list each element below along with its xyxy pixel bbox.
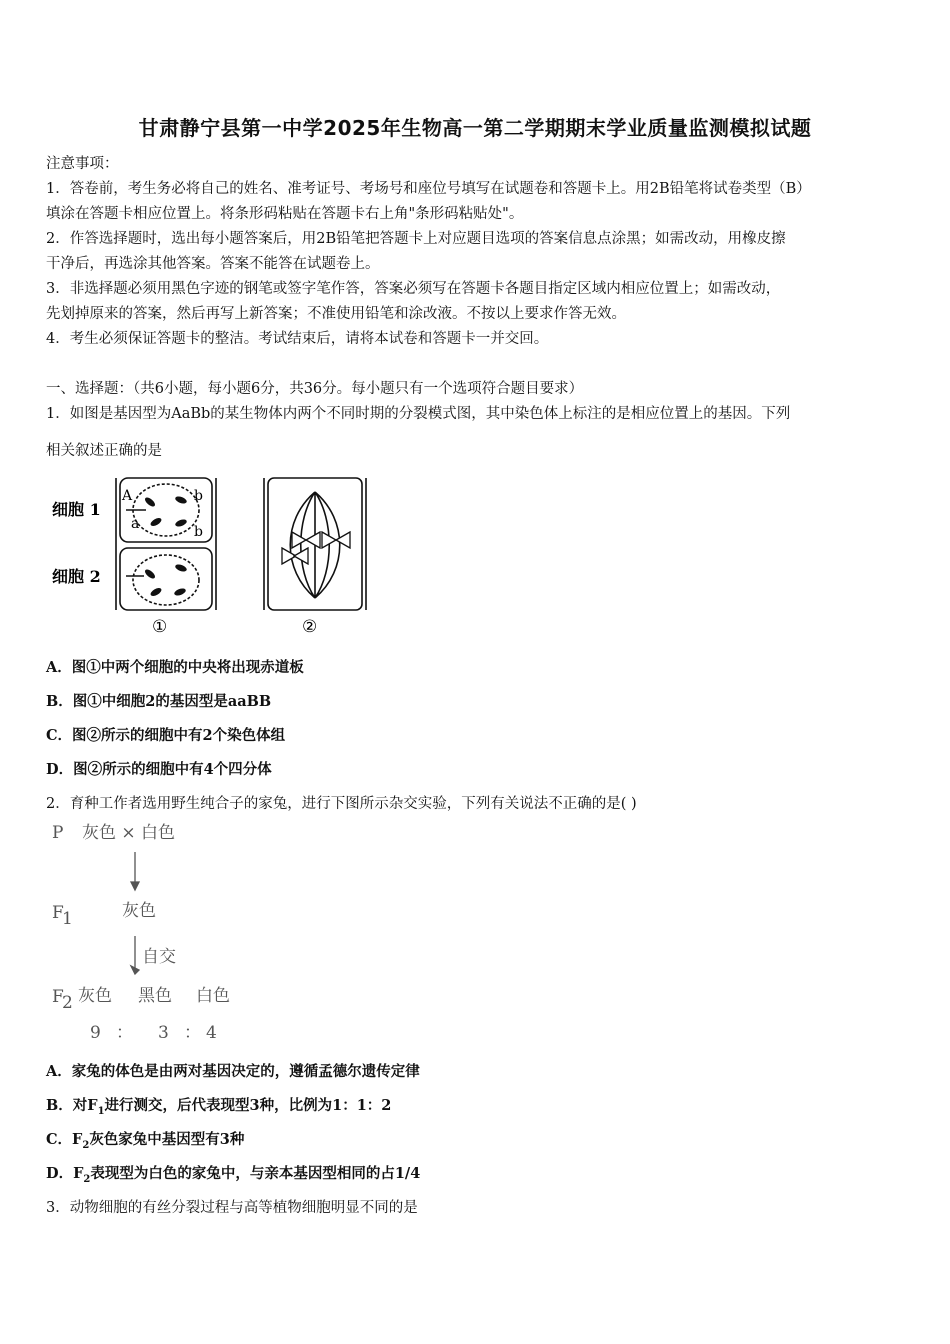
q1-option-c[interactable]: C．图②所示的细胞中有2个染色体组 — [46, 727, 286, 744]
q1-option-b[interactable]: B．图①中细胞2的基因型是aaBB — [46, 693, 272, 710]
section-heading: 一、选择题：（共6小题，每小题6分，共36分。每小题只有一个选项符合题目要求） — [46, 381, 584, 397]
page-title: 甘肃静宁县第一中学2025年生物高一第二学期期末学业质量监测模拟试题 — [138, 116, 812, 140]
option-subscript: 2 — [82, 1139, 90, 1151]
notice-line: 2．作答选择题时，选出每小题答案后，用2B铅笔把答题卡上对应题目选项的答案信息点涂黑；如需改动，用橡皮擦 — [46, 231, 786, 247]
cross-ratio-colon: ： — [184, 1023, 201, 1043]
cell2-label: 细胞 2 — [52, 567, 101, 586]
cross-f2-grey: 灰色 — [78, 986, 112, 1006]
q2-option-b[interactable] — [46, 1094, 391, 1117]
option-text: 进行测交，后代表现型3种，比例为1：1：2 — [104, 1097, 392, 1114]
option-text: 灰色家兔中基因型有3种 — [89, 1131, 245, 1148]
cross-f2-label: F — [52, 987, 64, 1007]
notice-line: 3．非选择题必须用黑色字迹的钢笔或签字笔作答，答案必须写在答题卡各题目指定区域内相应位置上；如需改动， — [46, 281, 781, 297]
notice-line: 填涂在答题卡相应位置上。将条形码粘贴在答题卡右上角"条形码粘贴处"。 — [46, 206, 524, 222]
cross-f1-sub: 1 — [62, 909, 73, 929]
figure-caption-1: ① — [152, 617, 168, 637]
option-subscript: 2 — [83, 1173, 91, 1185]
gene-label-b: b — [194, 524, 203, 540]
cross-f1-text: 灰色 — [122, 901, 156, 921]
option-text: A．家兔的体色是由两对基因决定的，遵循孟德尔遗传定律 — [46, 1063, 420, 1080]
q3-stem: 3．动物细胞的有丝分裂过程与高等植物细胞明显不同的是 — [46, 1200, 418, 1216]
q1-option-a[interactable]: A．图①中两个细胞的中央将出现赤道板 — [46, 659, 304, 676]
notice-heading: 注意事项： — [46, 156, 119, 172]
figure-caption-2: ② — [302, 617, 318, 637]
gene-label-A: A — [122, 488, 133, 504]
q2-option-d[interactable] — [46, 1162, 420, 1185]
cross-ratio-colon: ： — [116, 1023, 133, 1043]
cross-selfing-label: 自交 — [142, 947, 176, 967]
gene-label-b: b — [194, 488, 203, 504]
option-text: D．F — [46, 1165, 84, 1182]
q2-option-a[interactable] — [46, 1060, 420, 1081]
notice-line: 1．答卷前，考生务必将自己的姓名、准考证号、考场号和座位号填写在试题卷和答题卡上。用2B铅笔将试卷类型（B） — [46, 181, 811, 197]
cross-f2-sub: 2 — [62, 993, 73, 1013]
q1-stem: 1．如图是基因型为AaBb的某生物体内两个不同时期的分裂模式图，其中染色体上标注的是相应位置上的基因。下列 — [46, 406, 791, 422]
cell1-label: 细胞 1 — [52, 500, 101, 519]
q2-option-c[interactable] — [46, 1128, 244, 1151]
option-text: B．对F — [46, 1097, 98, 1114]
cross-f1-label: F — [52, 903, 64, 923]
notice-line: 干净后，再选涂其他答案。答案不能答在试题卷上。 — [46, 256, 380, 272]
cross-f2-black: 黑色 — [138, 986, 172, 1006]
cross-p-text: 灰色 × 白色 — [82, 823, 176, 843]
option-text: 表现型为白色的家兔中，与亲本基因型相同的占1/4 — [90, 1165, 421, 1182]
cross-p-label: P — [52, 823, 64, 843]
option-text: C．F — [46, 1131, 83, 1148]
notice-line: 先划掉原来的答案，然后再写上新答案；不准使用铅笔和涂改液。不按以上要求作答无效。 — [46, 306, 626, 322]
cross-ratio-3: 3 — [158, 1023, 169, 1043]
cross-ratio-4: 4 — [206, 1023, 217, 1043]
q1-cell-division-figure — [46, 470, 376, 640]
q1-option-d[interactable]: D．图②所示的细胞中有4个四分体 — [46, 761, 272, 778]
notice-line: 4．考生必须保证答题卡的整洁。考试结束后，请将本试卷和答题卡一并交回。 — [46, 331, 549, 347]
q2-cross-diagram — [46, 818, 286, 1048]
gene-label-a: a — [131, 516, 140, 532]
q1-stem: 相关叙述正确的是 — [46, 443, 162, 459]
q2-stem: 2．育种工作者选用野生纯合子的家兔，进行下图所示杂交实验，下列有关说法不正确的是( ) — [46, 796, 637, 812]
cross-ratio-9: 9 — [90, 1023, 101, 1043]
cross-f2-white: 白色 — [196, 986, 230, 1006]
option-subscript: 1 — [97, 1105, 105, 1117]
